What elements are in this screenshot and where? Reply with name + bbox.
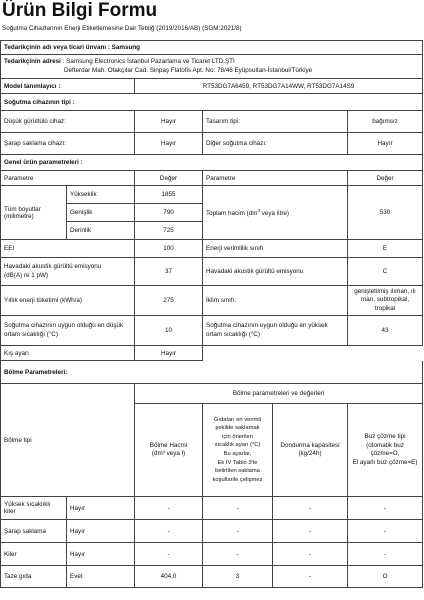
compartment-name: Şarap saklama — [1, 520, 67, 543]
compartment-type-label: Bölme tipi — [1, 384, 135, 497]
compartment-name: Yüksek sıcaklıklı kiler — [1, 497, 67, 520]
compartment-freeze: - — [273, 520, 348, 543]
compartments-section-header: Bölme Parametreleri: — [1, 361, 423, 384]
total-volume-label — [203, 186, 348, 240]
col-parameter-left: Parametre — [1, 171, 135, 186]
supplier-address-line1: : Samsung Electronics İstanbul Pazarlama ve Ticaret LTD.ŞTİ — [62, 58, 235, 65]
supplier-address-line2: Defterdar Mah. Otakçılar Cad. Sinpaş Flatofis Apt. No: 78/46 Eyüpsultan-İstanbul/Türkiye — [64, 66, 313, 74]
compartment-temp: - — [203, 497, 273, 520]
wine-storage-value: Hayır — [135, 133, 203, 155]
max-temp-value: 43 — [348, 316, 423, 346]
compartment-defrost: O — [348, 566, 423, 588]
compartment-freeze: - — [273, 497, 348, 520]
annual-energy-label: Yıllık enerji tüketimi (kWh/a) — [1, 286, 135, 316]
col-recommended-temp: Gıdaları en verimli şekilde saklamak için önerilen sıcaklık ayarı (°C) Bu ayarlar, Ek IV Tablo 3'te belirtilen saklama koşullarile çelişmez — [203, 404, 273, 497]
compartment-volume: - — [135, 497, 203, 520]
compartment-name: Kiler — [1, 543, 67, 566]
general-section-header: Genel ürün parametreleri : — [1, 155, 423, 171]
compartment-present: Evet — [67, 566, 135, 588]
eei-label: EEI — [1, 240, 135, 258]
page-title: Ürün Bilgi Formu — [2, 0, 158, 21]
dim-depth-label: Derinlik — [67, 222, 135, 240]
col-freezing-capacity: Dondurma kapasitesi (kg/24h) — [273, 404, 348, 497]
low-noise-value: Hayır — [135, 111, 203, 133]
info-table — [0, 40, 423, 588]
compartment-name: Taze gıda — [1, 566, 67, 588]
climate-class-label: İklim sınıfı: — [203, 286, 348, 316]
dim-width-label: Genişlik — [67, 204, 135, 222]
annual-energy-value: 275 — [135, 286, 203, 316]
col-parameter-right: Parametre — [203, 171, 348, 186]
winter-setting-label: Kış ayarı — [1, 346, 135, 361]
dimensions-label: Tüm boyutlar (milimetre) — [1, 186, 67, 240]
energy-class-label: Enerji verimlilik sınıfı — [203, 240, 348, 258]
compartment-freeze: - — [273, 566, 348, 588]
compartment-temp: - — [203, 543, 273, 566]
dim-width-value: 790 — [135, 204, 203, 222]
page-subtitle: Soğutma Cihazlarının Enerji Etiketlemesine Dair Tebliğ (2019/2016/AB) (SGM:2021/8) — [2, 25, 242, 32]
max-temp-label: Soğutma cihazının uygun olduğu en yüksek ortam sıcaklığı (°C) — [203, 316, 348, 346]
model-value: RT53DG7A6459, RT53DG7A14WW, RT53DG7A14S9 — [135, 79, 423, 94]
dim-height-value: 1855 — [135, 186, 203, 204]
compartment-params-header: Bölme parametreleri ve değerleri — [135, 384, 423, 404]
model-label: Model tanımlayıcı : — [1, 79, 135, 94]
total-volume-label-text-end: veya litre) — [259, 210, 290, 218]
blank-cell — [203, 346, 423, 361]
compartment-temp: 3 — [203, 566, 273, 588]
climate-class-value: genişletilmiş ılıman, ılı man, subtropikal, tropikal — [348, 286, 423, 316]
compartment-volume: 404,0 — [135, 566, 203, 588]
other-appliance-value: Hayır — [348, 133, 423, 155]
total-volume-value: 530 — [348, 186, 423, 240]
other-appliance-label: Diğer soğutma cihazı: — [203, 133, 348, 155]
eei-value: 100 — [135, 240, 203, 258]
col-compartment-volume: Bölme Hacmi (dm³ veya l) — [135, 404, 203, 497]
compartment-temp: - — [203, 520, 273, 543]
design-type-label: Tasarım tipi: — [203, 111, 348, 133]
winter-setting-value: Hayır — [135, 346, 203, 361]
compartment-defrost: - — [348, 543, 423, 566]
compartment-present: Hayır — [67, 520, 135, 543]
noise-emission-label: Havadaki akustik gürültü emisyonu (dB(A) re 1 pW) — [1, 258, 135, 286]
compartment-defrost: - — [348, 497, 423, 520]
total-volume-label-sup: 3 — [257, 207, 260, 213]
dim-depth-value: 725 — [135, 222, 203, 240]
supplier-name: Tedarikçinin adı veya ticari ünvanı : Samsung — [1, 41, 423, 55]
dim-height-label: Yükseklik — [67, 186, 135, 204]
design-type-value: bağımsız — [348, 111, 423, 133]
compartment-defrost: - — [348, 520, 423, 543]
compartment-present: Hayır — [67, 497, 135, 520]
compartment-volume: - — [135, 520, 203, 543]
col-value-right: Değer — [348, 171, 423, 186]
supplier-address — [1, 55, 423, 79]
min-temp-value: 10 — [135, 316, 203, 346]
compartment-present: Hayır — [67, 543, 135, 566]
total-volume-label-text: Toplam hacim (dm — [206, 210, 258, 218]
col-value-left: Değer — [135, 171, 203, 186]
noise-class-value: C — [348, 258, 423, 286]
wine-storage-label: Şarap saklama cihazı: — [1, 133, 135, 155]
type-section-header: Soğutma cihazının tipi : — [1, 94, 423, 111]
noise-emission-value: 37 — [135, 258, 203, 286]
col-defrost-type: Buz çözme tipi (otomatik buz çözme=O, El ayarlı buz çözme=E) — [348, 404, 423, 497]
supplier-address-label: Tedarikçinin adresi — [4, 58, 61, 65]
energy-class-value: E — [348, 240, 423, 258]
min-temp-label: Soğutma cihazının uygun olduğu en düşük ortam sıcaklığı (°C) — [1, 316, 135, 346]
compartment-volume: - — [135, 543, 203, 566]
low-noise-label: Düşük gürültülü cihaz: — [1, 111, 135, 133]
noise-class-label: Havadaki akustik gürültü emisyonu — [203, 258, 348, 286]
compartment-freeze: - — [273, 543, 348, 566]
